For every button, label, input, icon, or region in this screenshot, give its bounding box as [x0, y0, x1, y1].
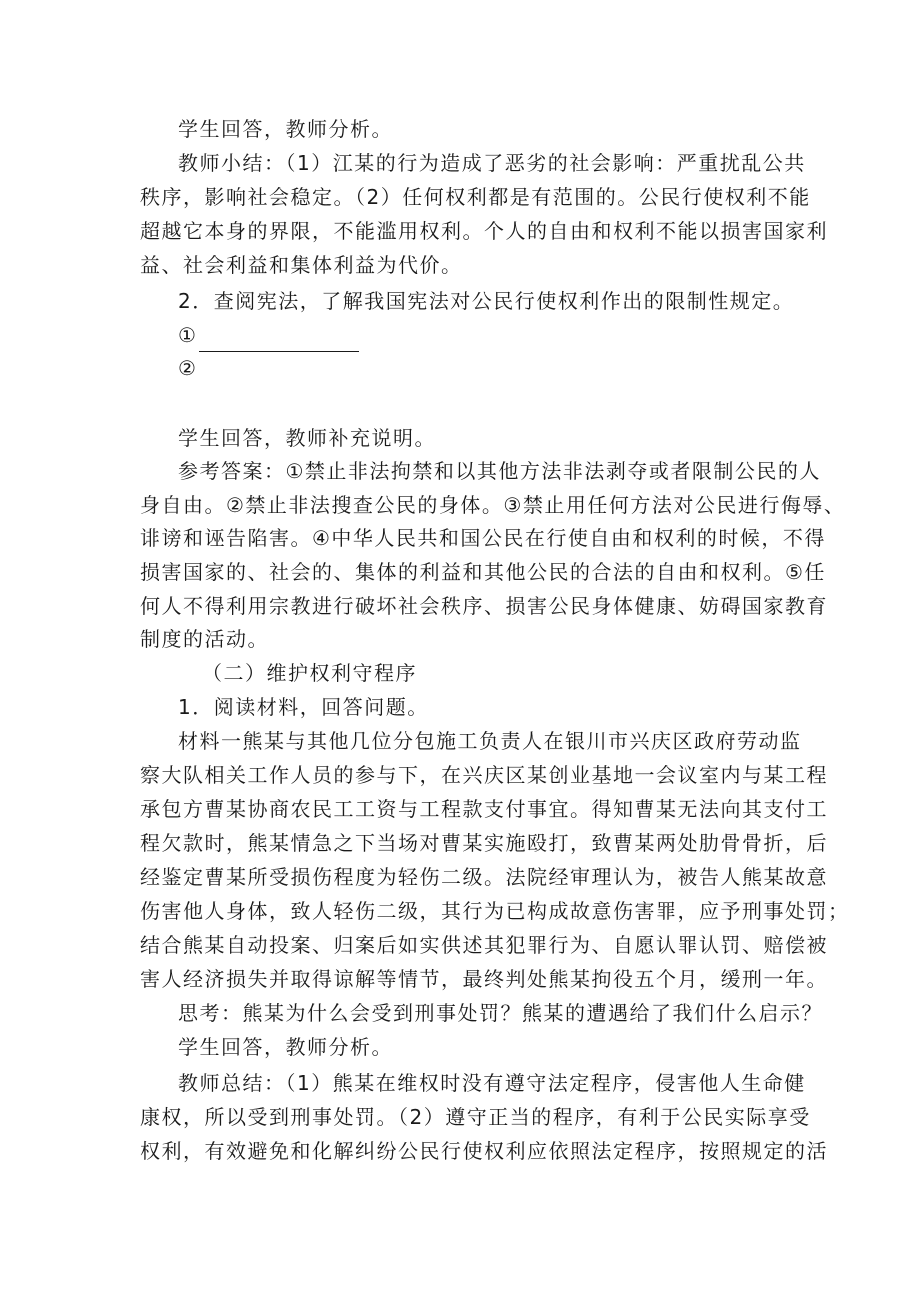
paragraph-line: 损害国家的、社会的、集体的利益和其他公民的合法的自由和权利。⑤任 [140, 560, 826, 584]
paragraph-line: 害人经济损失并取得谅解等情节，最终判处熊某拘役五个月，缓刑一年。 [140, 967, 828, 991]
paragraph-line: 思考：熊某为什么会受到刑事处罚？熊某的遭遇给了我们什么启示？ [178, 1001, 823, 1025]
paragraph-line: 学生回答，教师分析。 [178, 117, 393, 141]
paragraph-line: 察大队相关工作人员的参与下，在兴庆区某创业基地一会议室内与某工程 [140, 763, 828, 787]
question-line: 2．查阅宪法，了解我国宪法对公民行使权利作出的限制性规定。 [178, 289, 795, 313]
answer-blank-1 [178, 318, 359, 352]
paragraph-line: 承包方曹某协商农民工工资与工程款支付事宜。得知曹某无法向其支付工 [140, 797, 828, 821]
paragraph-line: 权利，有效避免和化解纠纷公民行使权利应依照法定程序，按照规定的活 [140, 1139, 828, 1163]
paragraph-line: 程欠款时，熊某情急之下当场对曹某实施殴打，致曹某两处肋骨骨折，后 [140, 831, 828, 855]
paragraph-line: 学生回答，教师分析。 [178, 1035, 393, 1059]
paragraph-line: 秩序，影响社会稳定。（2）任何权利都是有范围的。公民行使权利不能 [140, 185, 811, 209]
paragraph-line: 制度的活动。 [140, 627, 269, 651]
paragraph-line: 超越它本身的界限，不能滥用权利。个人的自由和权利不能以损害国家利 [140, 219, 828, 243]
question-line: 1．阅读材料，回答问题。 [178, 695, 429, 719]
paragraph-line: 诽谤和诬告陷害。④中华人民共和国公民在行使自由和权利的时候，不得 [140, 526, 826, 550]
fill-in-blank [199, 329, 359, 352]
paragraph-line: 身自由。②禁止非法搜查公民的身体。③禁止用任何方法对公民进行侮辱、 [140, 493, 846, 517]
paragraph-line: 伤害他人身体，致人轻伤二级，其行为已构成故意伤害罪，应予刑事处罚； [140, 899, 850, 923]
paragraph-line: 教师总结：（1）熊某在维权时没有遵守法定程序，侵害他人生命健 [178, 1071, 806, 1095]
paragraph-line: 参考答案：①禁止非法拘禁和以其他方法非法剥夺或者限制公民的人 [178, 459, 821, 483]
paragraph-line: 何人不得利用宗教进行破坏社会秩序、损害公民身体健康、妨碍国家教育 [140, 594, 828, 618]
section-heading: （二）维护权利守程序 [202, 661, 417, 685]
paragraph-line: 教师小结：（1）江某的行为造成了恶劣的社会影响：严重扰乱公共 [178, 151, 806, 175]
paragraph-line: 康权，所以受到刑事处罚。（2）遵守正当的程序，有利于公民实际享受 [140, 1105, 811, 1129]
paragraph-line: 经鉴定曹某所受损伤程度为轻伤二级。法院经审理认为，被告人熊某故意 [140, 865, 828, 889]
blank-marker: ① [178, 323, 198, 347]
paragraph-line: 材料一熊某与其他几位分包施工负责人在银川市兴庆区政府劳动监 [178, 729, 802, 753]
answer-blank-2 [178, 351, 197, 385]
blank-marker: ② [178, 356, 198, 380]
paragraph-line: 结合熊某自动投案、归案后如实供述其犯罪行为、自愿认罪认罚、赔偿被 [140, 933, 828, 957]
paragraph-line: 益、社会利益和集体利益为代价。 [140, 253, 463, 277]
paragraph-line: 学生回答，教师补充说明。 [178, 426, 436, 450]
